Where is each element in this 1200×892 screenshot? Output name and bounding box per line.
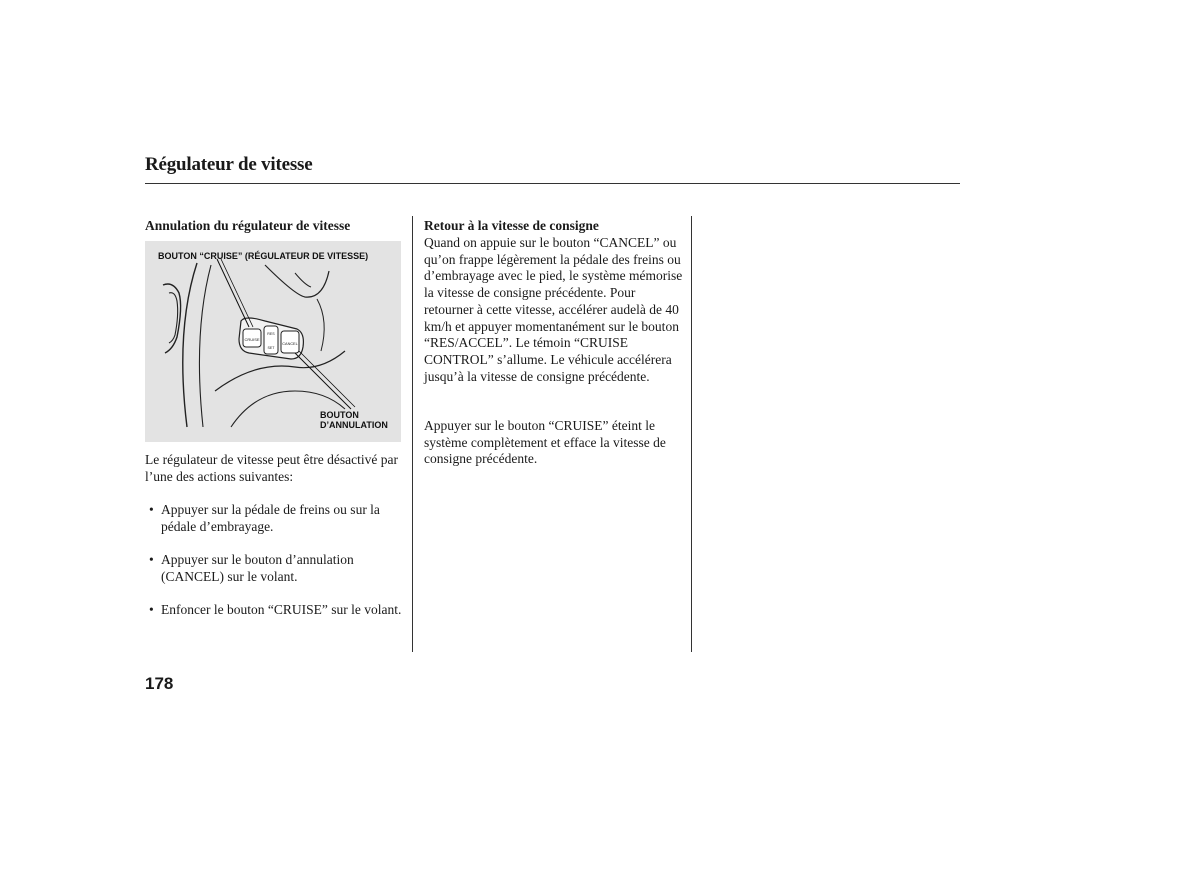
cancel-button-text: CANCEL <box>282 342 298 346</box>
figure-label-cancel-button: BOUTON D’ANNULATION <box>320 410 388 430</box>
leader-line-cruise <box>217 259 249 327</box>
list-item-text: Appuyer sur le bouton d’annulation (CANCEL) sur le volant. <box>161 552 354 584</box>
cancel-actions-list <box>145 502 407 636</box>
list-item <box>145 552 407 585</box>
bullet-icon: • <box>149 602 154 618</box>
list-item <box>145 602 407 619</box>
wheel-rim-outer <box>183 263 197 427</box>
intro-paragraph: Le régulateur de vitesse peut être désactivé par l’une des actions suivantes: <box>145 452 398 484</box>
steering-wheel-figure <box>145 241 401 442</box>
list-item <box>145 502 407 535</box>
section-heading-resume: Retour à la vitesse de consigne <box>424 218 599 233</box>
cruise-off-paragraph: Appuyer sur le bouton “CRUISE” éteint le système complètement et efface la vitesse de consigne précédente. <box>424 418 666 467</box>
list-item-text: Appuyer sur la pédale de freins ou sur la pédale d’embrayage. <box>161 502 380 534</box>
leader-line-cruise-shadow <box>221 259 253 327</box>
set-button-text: SET <box>267 346 275 350</box>
figure-label-cruise-button: BOUTON “CRUISE” (RÉGULATEUR DE VITESSE) <box>158 251 369 261</box>
cruise-button-text: CRUISE <box>244 337 260 342</box>
bullet-icon: • <box>149 502 154 517</box>
list-item-text: Enfoncer le bouton “CRUISE” sur le volant. <box>161 602 402 618</box>
vent-outline-inner <box>169 293 178 343</box>
leader-line-cancel <box>295 353 351 409</box>
section-heading-cancel: Annulation du régulateur de vitesse <box>145 218 351 233</box>
page-title: Régulateur de vitesse <box>145 154 313 175</box>
column-divider-right <box>691 216 692 652</box>
page-number: 178 <box>145 674 174 693</box>
wheel-hub-detail <box>295 273 311 287</box>
resume-paragraph: Quand on appuie sur le bouton “CANCEL” ou qu’on frappe légèrement la pédale des freins ou d’embrayage avec le pied, le système mémorise la vitesse de consigne précédente. Pour retourner à cette vitesse, accélérer audelà de 40 km/h et appuyer momentanément sur le bouton “RES/ACCEL”. Le témoin “CRUISE CONTROL” s’allume. Le véhicule accélérera jusqu’à la vitesse de consigne précédente. <box>424 235 683 384</box>
res-button-text: RES <box>267 332 275 336</box>
wheel-hub-side <box>317 299 324 351</box>
bullet-icon: • <box>149 552 154 568</box>
wheel-rim-inner <box>199 265 211 427</box>
column-divider-left <box>412 216 413 652</box>
wheel-hub-top <box>265 265 329 297</box>
vent-outline-outer <box>163 284 181 353</box>
title-rule <box>145 183 960 184</box>
leader-line-cancel-shadow <box>299 351 355 407</box>
